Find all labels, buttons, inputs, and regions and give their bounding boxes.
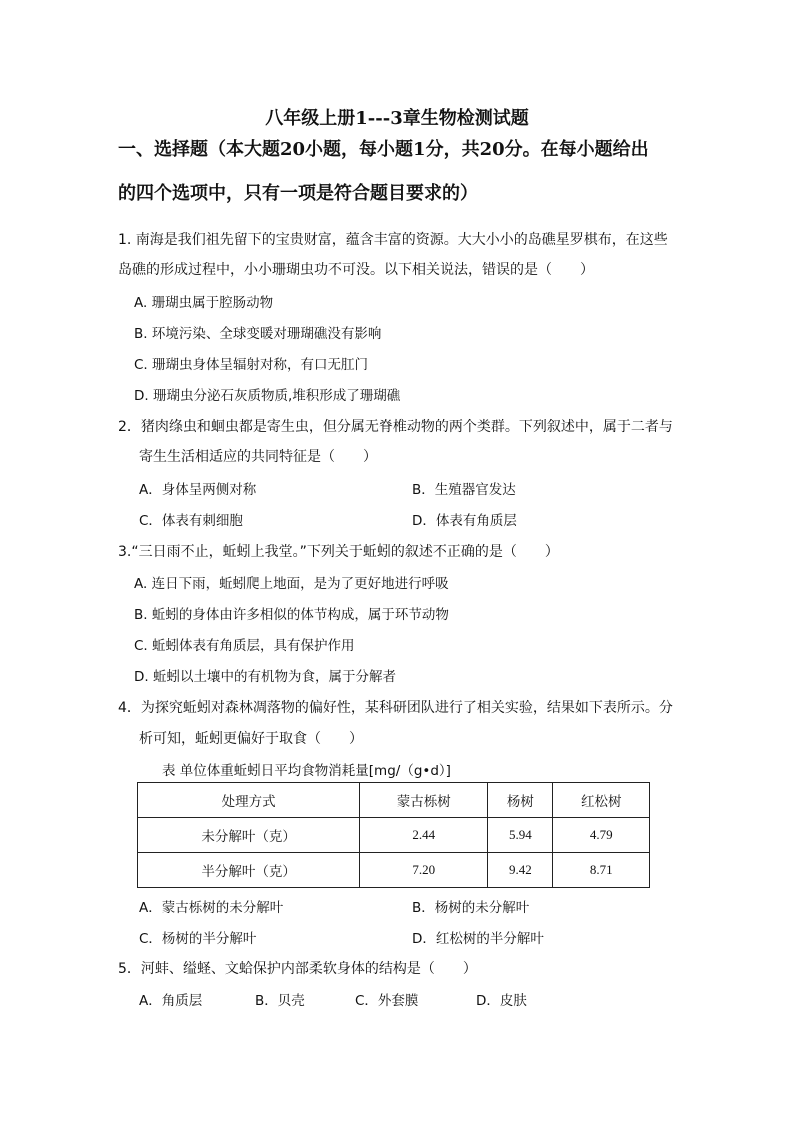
q2-option-a: A．身体呈两侧对称 (139, 482, 257, 498)
q4-table-caption: 表 单位体重蚯蚓日平均食物消耗量[mg/（g•d）] (162, 763, 451, 779)
table-header-cell: 红松树 (553, 783, 650, 818)
table-header-cell: 杨树 (488, 783, 553, 818)
table-cell: 未分解叶（克） (138, 818, 360, 853)
table-cell: 4.79 (553, 818, 650, 853)
consumption-table (137, 782, 650, 888)
page-title: 八年级上册1---3章生物检测试题 (265, 108, 529, 129)
table-cell: 8.71 (553, 853, 650, 888)
q4-option-d: D．红松树的半分解叶 (412, 931, 544, 947)
q2-option-d: D．体表有角质层 (412, 513, 517, 529)
q2-option-c: C．体表有刺细胞 (139, 513, 243, 529)
q5-option-a: A．角质层 (139, 993, 203, 1009)
q3-option-a: A. 连日下雨，蚯蚓爬上地面，是为了更好地进行呼吸 (134, 576, 449, 592)
q2-option-b: B．生殖器官发达 (412, 482, 516, 498)
table-cell: 半分解叶（克） (138, 853, 360, 888)
q4-stem-line-1: 4．为探究蚯蚓对森林凋落物的偏好性，某科研团队进行了相关实验，结果如下表所示。分 (118, 700, 673, 716)
q1-option-a: A. 珊瑚虫属于腔肠动物 (134, 295, 274, 311)
q5-option-c: C．外套膜 (355, 993, 419, 1009)
q4-option-a: A．蒙古栎树的未分解叶 (139, 900, 284, 916)
q2-stem-line-2: 寄生生活相适应的共同特征是（ ） (139, 449, 377, 465)
q5-option-b: B．贝壳 (255, 993, 305, 1009)
table-cell: 5.94 (488, 818, 553, 853)
q2-stem-line-1: 2．猪肉绦虫和蛔虫都是寄生虫，但分属无脊椎动物的两个类群。下列叙述中，属于二者与 (118, 419, 673, 435)
q1-option-b: B. 环境污染、全球变暖对珊瑚礁没有影响 (134, 326, 382, 342)
q3-option-c: C. 蚯蚓体表有角质层，具有保护作用 (134, 638, 355, 654)
q3-stem: 3.“三日雨不止，蚯蚓上我堂。”下列关于蚯蚓的叙述不正确的是（ ） (118, 544, 559, 560)
table-header-cell: 蒙古栎树 (360, 783, 488, 818)
table-cell: 7.20 (360, 853, 488, 888)
table-cell: 9.42 (488, 853, 553, 888)
table-header-row (138, 783, 650, 818)
table-row (138, 853, 650, 888)
q5-stem: 5．河蚌、缢蛏、文蛤保护内部柔软身体的结构是（ ） (118, 961, 477, 977)
q3-option-d: D. 蚯蚓以土壤中的有机物为食，属于分解者 (134, 669, 396, 685)
section-heading-line-2: 的四个选项中，只有一项是符合题目要求的） (118, 183, 478, 204)
section-heading-line-1: 一、选择题（本大题20小题，每小题1分，共20分。在每小题给出 (118, 139, 649, 160)
q1-stem-line-1: 1. 南海是我们祖先留下的宝贵财富，蕴含丰富的资源。大大小小的岛礁星罗棋布，在这些 (118, 232, 668, 248)
q1-stem-line-2: 岛礁的形成过程中，小小珊瑚虫功不可没。以下相关说法，错误的是（ ） (118, 262, 594, 278)
table-header-cell: 处理方式 (138, 783, 360, 818)
q1-option-d: D. 珊瑚虫分泌石灰质物质,堆积形成了珊瑚礁 (134, 388, 401, 404)
q4-stem-line-2: 析可知，蚯蚓更偏好于取食（ ） (139, 731, 363, 747)
q1-option-c: C. 珊瑚虫身体呈辐射对称，有口无肛门 (134, 357, 369, 373)
table-row (138, 818, 650, 853)
q4-option-c: C．杨树的半分解叶 (139, 931, 257, 947)
table-cell: 2.44 (360, 818, 488, 853)
q3-option-b: B. 蚯蚓的身体由许多相似的体节构成，属于环节动物 (134, 607, 449, 623)
q5-option-d: D．皮肤 (476, 993, 527, 1009)
q4-option-b: B．杨树的未分解叶 (412, 900, 530, 916)
